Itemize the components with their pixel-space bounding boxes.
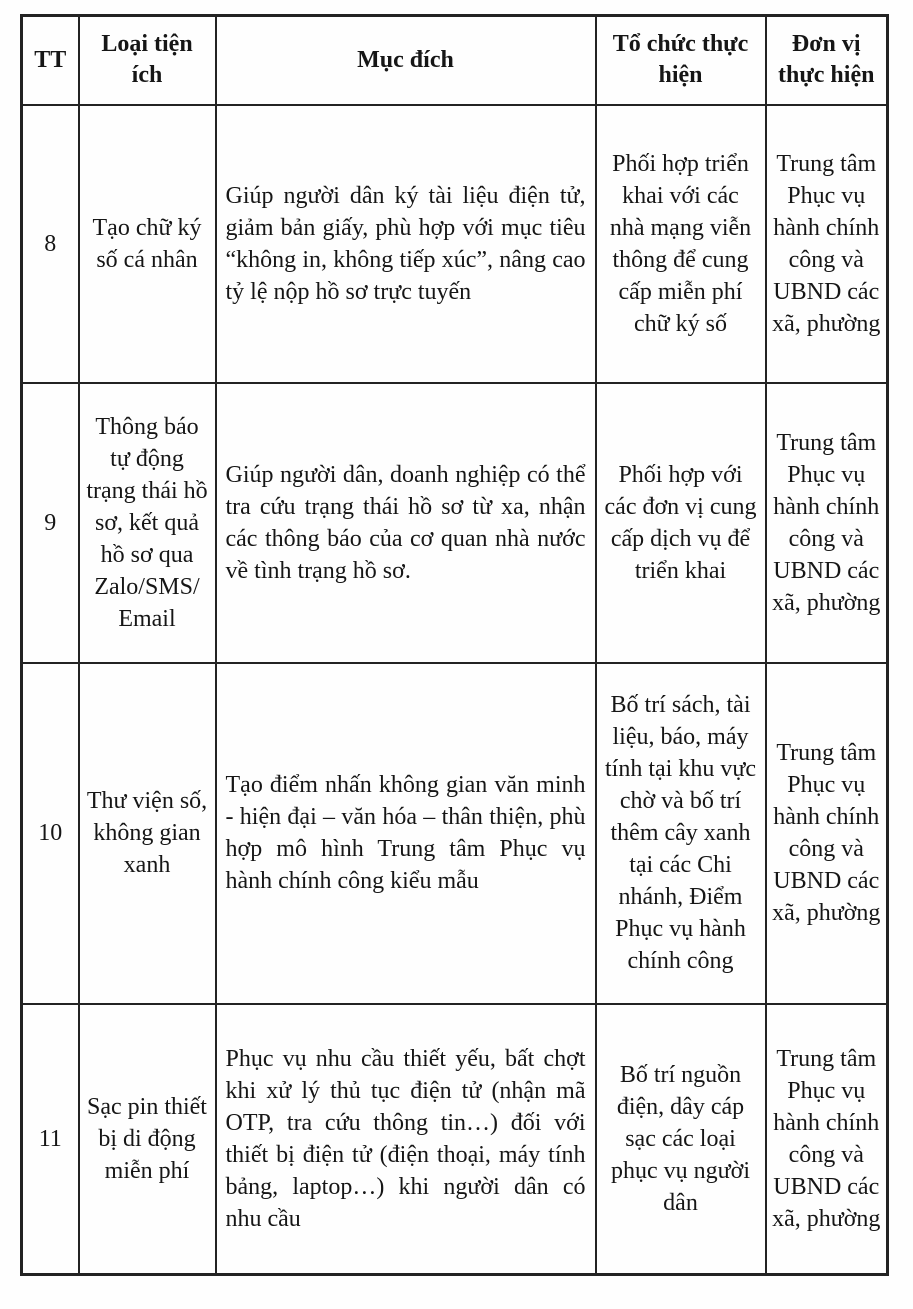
header-cell-organizer: Tổ chức thực hiện xyxy=(596,16,766,105)
table-header-row xyxy=(22,16,888,105)
cell-implementer: Trung tâm Phục vụ hành chính công và UBND các xã, phường xyxy=(766,383,888,663)
cell-tt: 9 xyxy=(22,383,79,663)
header-cell-utility-type: Loại tiện ích xyxy=(79,16,216,105)
cell-organizer: Bố trí nguồn điện, dây cáp sạc các loại phục vụ người dân xyxy=(596,1004,766,1275)
table-row xyxy=(22,1004,888,1275)
cell-organizer: Phối hợp triển khai với các nhà mạng viễn thông để cung cấp miễn phí chữ ký số xyxy=(596,105,766,383)
cell-utility-type: Sạc pin thiết bị di động miễn phí xyxy=(79,1004,216,1275)
cell-purpose: Giúp người dân ký tài liệu điện tử, giảm bản giấy, phù hợp với mục tiêu “không in, không tiếp xúc”, nâng cao tỷ lệ nộp hồ sơ trực tuyến xyxy=(216,105,596,383)
cell-purpose: Giúp người dân, doanh nghiệp có thể tra cứu trạng thái hồ sơ từ xa, nhận các thông báo của cơ quan nhà nước về tình trạng hồ sơ. xyxy=(216,383,596,663)
table-row xyxy=(22,383,888,663)
header-cell-purpose: Mục đích xyxy=(216,16,596,105)
cell-tt: 10 xyxy=(22,663,79,1004)
table-row xyxy=(22,105,888,383)
cell-implementer: Trung tâm Phục vụ hành chính công và UBND các xã, phường xyxy=(766,663,888,1004)
cell-implementer: Trung tâm Phục vụ hành chính công và UBND các xã, phường xyxy=(766,1004,888,1275)
cell-utility-type: Tạo chữ ký số cá nhân xyxy=(79,105,216,383)
cell-organizer: Phối hợp với các đơn vị cung cấp dịch vụ để triển khai xyxy=(596,383,766,663)
cell-organizer: Bố trí sách, tài liệu, báo, máy tính tại khu vực chờ và bố trí thêm cây xanh tại các Chi nhánh, Điểm Phục vụ hành chính công xyxy=(596,663,766,1004)
cell-purpose: Phục vụ nhu cầu thiết yếu, bất chợt khi xử lý thủ tục điện tử (nhận mã OTP, tra cứu thông tin…) đối với thiết bị điện tử (điện thoại, máy tính bảng, laptop…) khi người dân có nhu cầu xyxy=(216,1004,596,1275)
cell-tt: 11 xyxy=(22,1004,79,1275)
cell-tt: 8 xyxy=(22,105,79,383)
cell-utility-type: Thông báo tự động trạng thái hồ sơ, kết quả hồ sơ qua Zalo/SMS/ Email xyxy=(79,383,216,663)
cell-utility-type: Thư viện số, không gian xanh xyxy=(79,663,216,1004)
table-row xyxy=(22,663,888,1004)
cell-implementer: Trung tâm Phục vụ hành chính công và UBND các xã, phường xyxy=(766,105,888,383)
header-cell-implementer: Đơn vị thực hiện xyxy=(766,16,888,105)
header-cell-tt: TT xyxy=(22,16,79,105)
utilities-table xyxy=(20,14,889,1276)
cell-purpose: Tạo điểm nhấn không gian văn minh - hiện đại – văn hóa – thân thiện, phù hợp mô hình Trung tâm Phục vụ hành chính công kiểu mẫu xyxy=(216,663,596,1004)
